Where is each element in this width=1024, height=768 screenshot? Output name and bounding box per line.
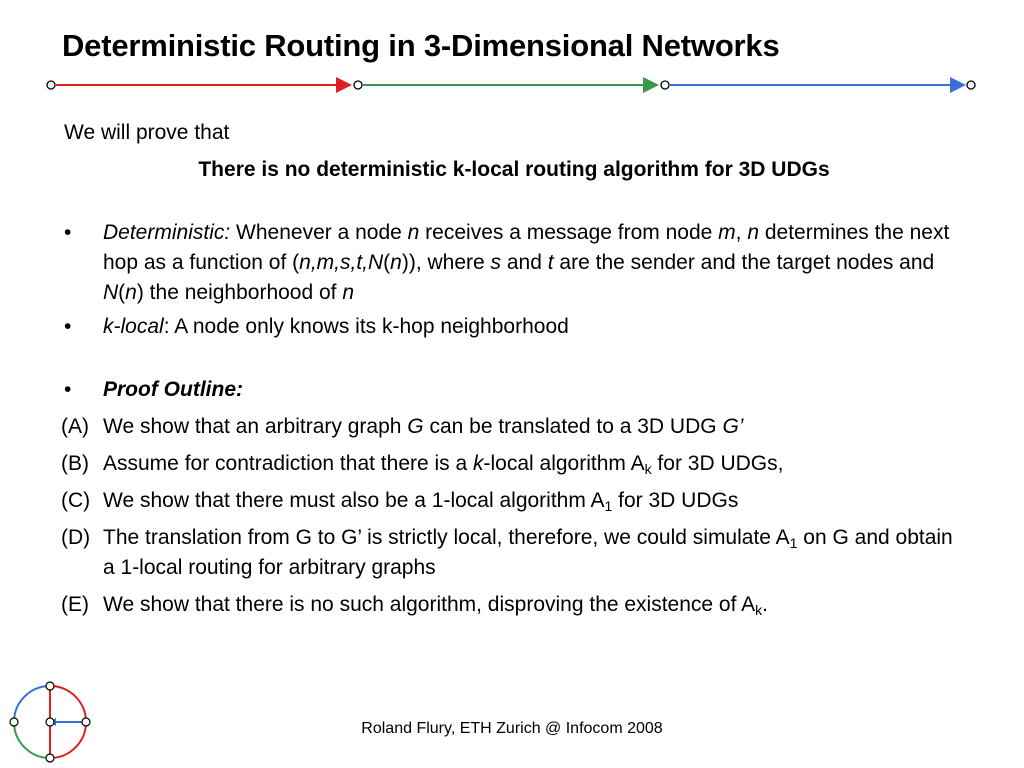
slide-title: Deterministic Routing in 3-Dimensional Networks	[62, 28, 780, 63]
bullet-proof-outline	[64, 375, 964, 405]
proof-step-e: (E) We show that there is no such algorithm, disproving the existence of $A_k$.	[64, 590, 964, 620]
bullet-marker: •	[64, 315, 72, 338]
node-circle	[967, 81, 975, 89]
proof-heading: Proof Outline:	[103, 378, 243, 401]
title-underline-arrows	[0, 0, 1024, 100]
bullet-deterministic: • Deterministic: Whenever a node n receives a message from node m, n determines the next hop as a function of (n,m,s,t,N(n)), where s and t are the sender and the target nodes and N(n) the neighborhood of n	[64, 218, 964, 308]
intro-text: We will prove that	[64, 121, 230, 144]
step-label: (A)	[61, 415, 89, 438]
slide-footer: Roland Flury, ETH Zurich @ Infocom 2008	[361, 720, 663, 737]
proof-step-c: (C) We show that there must also be a 1-local algorithm $A_1$ for 3D UDGs	[64, 486, 964, 516]
node-circle	[354, 81, 362, 89]
term-k-local: k-local	[103, 315, 164, 338]
term-deterministic: Deterministic:	[103, 221, 231, 244]
claim-text: There is no deterministic k-local routing algorithm for 3D UDGs	[198, 158, 830, 181]
node-circle	[661, 81, 669, 89]
slide-body	[61, 118, 964, 620]
step-label: (B)	[61, 452, 89, 475]
bullet-marker: •	[64, 221, 72, 244]
proof-step-d: (D) The translation from G to G’ is strictly local, therefore, we could simulate $A_1$ on G and obtain a 1-local routing for arbitrary graphs	[64, 523, 964, 583]
proof-step-b: (B) Assume for contradiction that there is a k-local algorithm $A_k$ for 3D UDGs,	[64, 449, 964, 479]
step-label: (C)	[61, 489, 91, 512]
proof-step-a: (A) We show that an arbitrary graph G can be translated to a 3D UDG G’	[64, 412, 964, 442]
step-label: (D)	[61, 526, 91, 549]
node-circle	[47, 81, 55, 89]
step-label: (E)	[61, 593, 89, 616]
bullet-k-local: • k-local: A node only knows its k-hop neighborhood	[64, 312, 964, 342]
bullet-marker: •	[64, 378, 72, 401]
